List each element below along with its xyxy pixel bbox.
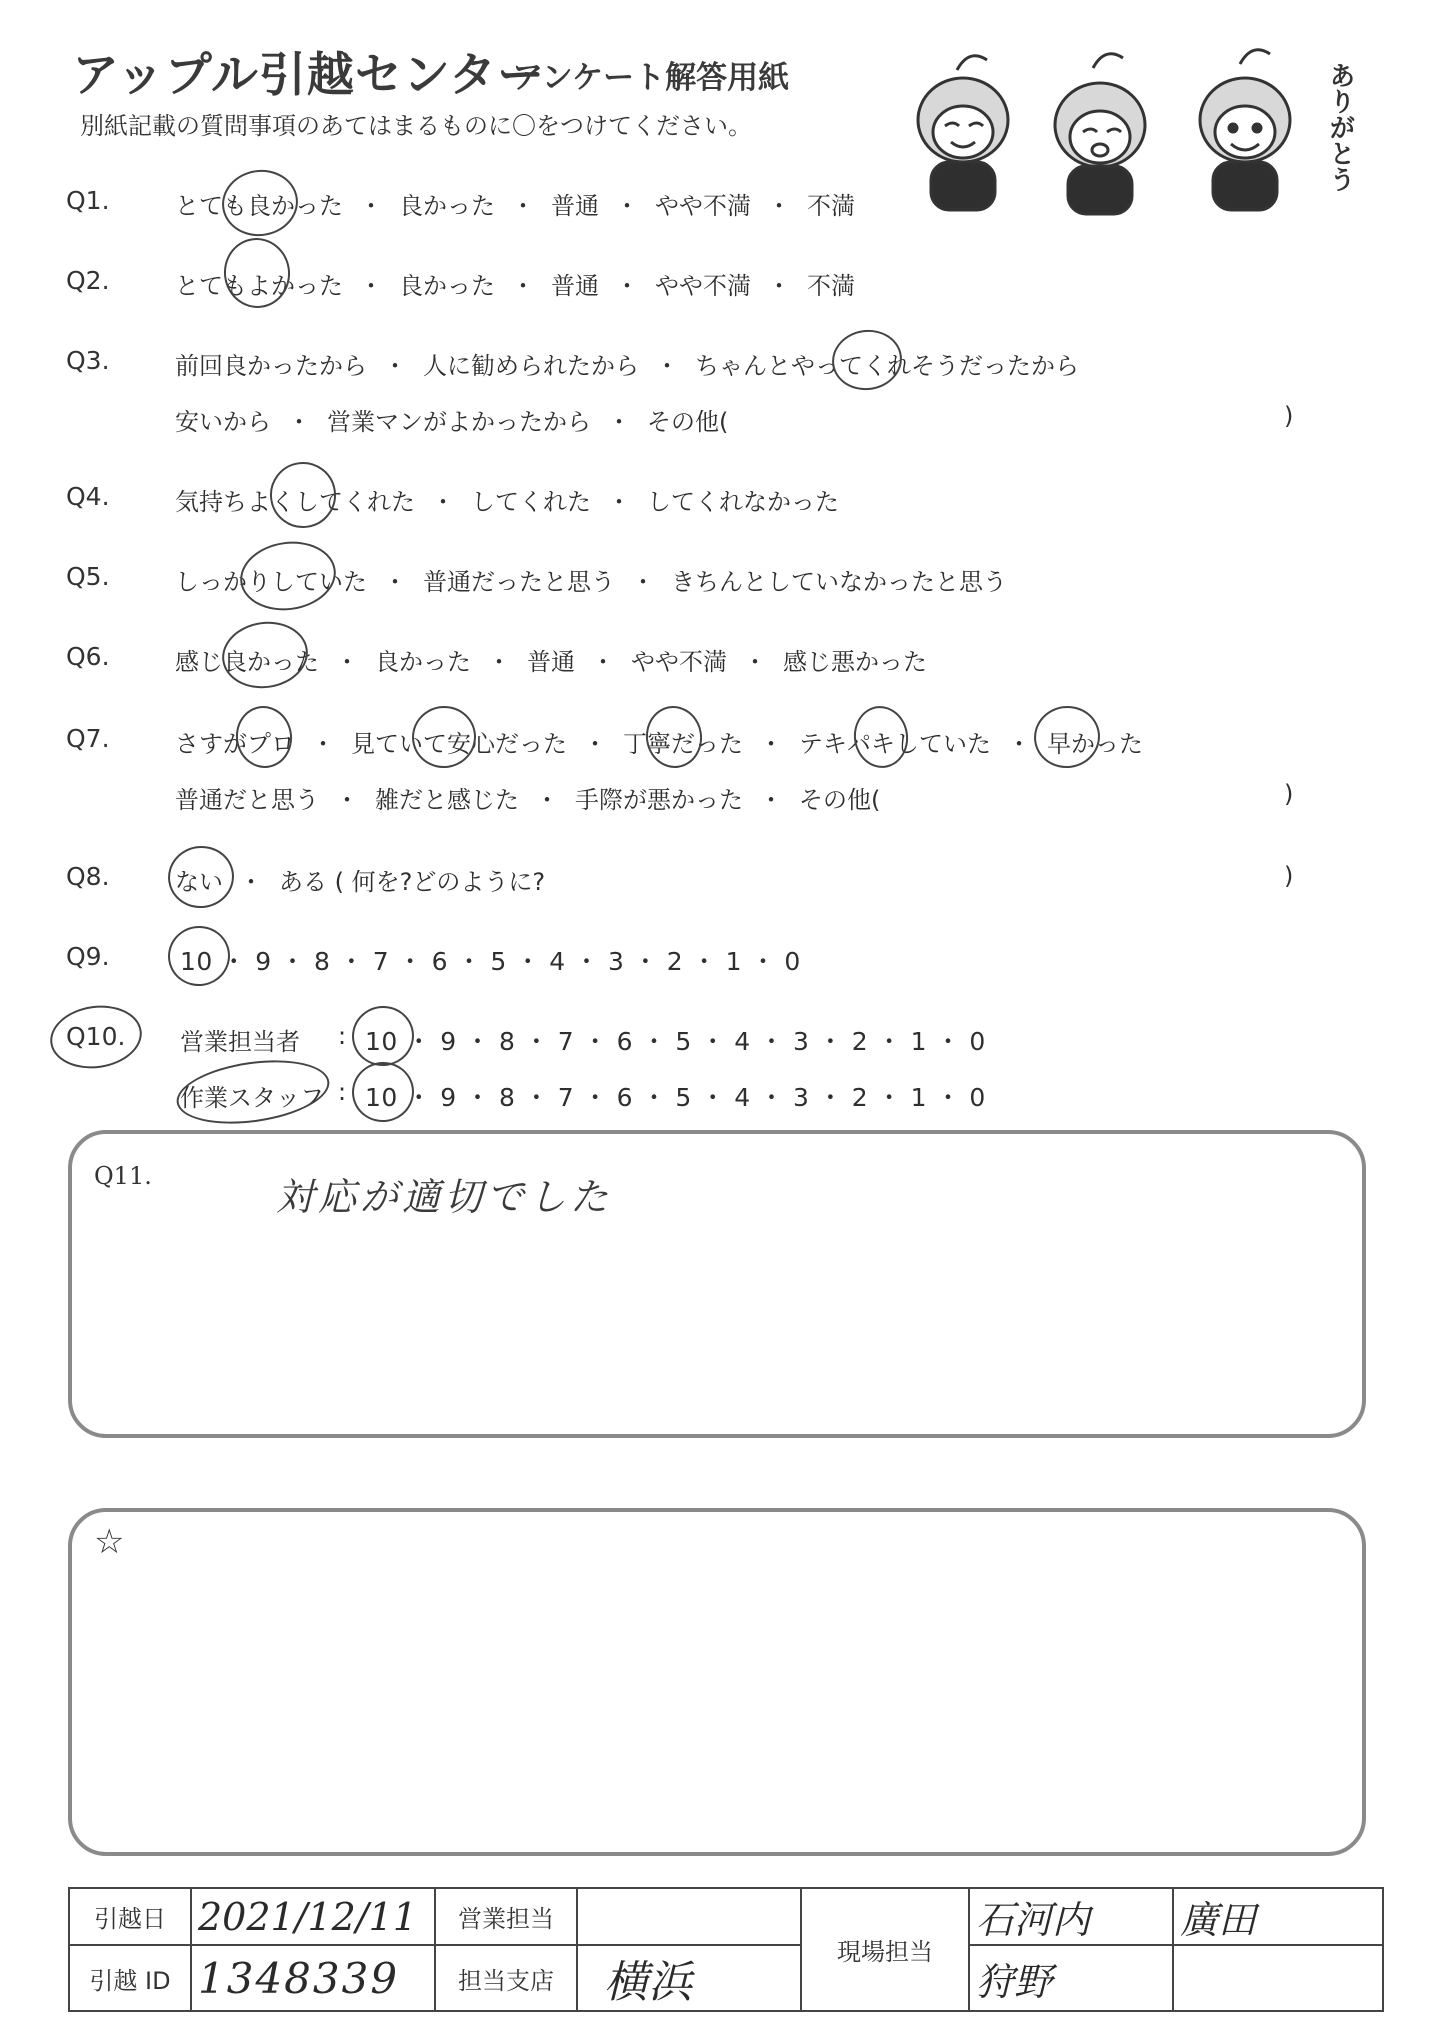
q4-option[interactable]: してくれなかった <box>647 488 839 516</box>
q5-option[interactable]: しっかりしていた <box>175 568 367 596</box>
q7-answer-circle <box>408 702 480 772</box>
q6-option[interactable]: 感じ良かった <box>175 648 319 676</box>
q4-number: Q4. <box>66 482 110 511</box>
q7-option[interactable]: 早かった <box>1047 730 1143 758</box>
q4-option[interactable]: 気持ちよくしてくれた <box>175 488 415 516</box>
q2-option[interactable]: 普通 <box>551 272 599 300</box>
q11-comment-box[interactable] <box>68 1130 1366 1438</box>
instruction-text: 別紙記載の質問事項のあてはまるものに〇をつけてください。 <box>80 112 752 140</box>
q8-option[interactable]: ない <box>175 868 223 896</box>
q3-number: Q3. <box>66 346 110 375</box>
field-staff-3 <box>969 1945 1173 2011</box>
q3-answer-circle <box>828 325 906 394</box>
q5-options: しっかりしていた ・ 普通だったと思う ・ きちんとしていなかったと思う <box>175 568 1007 596</box>
q1-option[interactable]: とても良かった <box>175 192 343 220</box>
q7-option[interactable]: 丁寧だった <box>623 730 743 758</box>
q3-option[interactable]: 前回良かったから <box>175 352 367 380</box>
q3-option[interactable]: ちゃんとやってくれそうだったから <box>695 352 1079 380</box>
field-staff-4 <box>1173 1945 1383 2011</box>
q10-sales-colon: : <box>338 1022 347 1050</box>
q6-answer-circle <box>218 616 312 693</box>
q2-number: Q2. <box>66 266 110 295</box>
q7-options-line1: さすがプロ ・ 見ていて安心だった ・ 丁寧だった ・ テキパキしていた ・ 早かった <box>175 730 1143 758</box>
q2-option[interactable]: やや不満 <box>655 272 751 300</box>
star-icon: ☆ <box>94 1522 125 1562</box>
q8-answer-circle <box>164 842 238 913</box>
q10-sales-label: 営業担当者 <box>180 1028 300 1056</box>
q9-answer-circle <box>164 922 234 990</box>
q7-answer-circle <box>1030 702 1104 773</box>
move-date-value <box>191 1888 435 1945</box>
q9-scale[interactable]: 10 ・ 9 ・ 8 ・ 7 ・ 6 ・ 5 ・ 4 ・ 3 ・ 2 ・ 1 ・ 0 <box>180 947 801 976</box>
q7-close-paren: ) <box>1284 780 1294 808</box>
q3-option[interactable]: 営業マンがよかったから <box>327 408 591 436</box>
q7-option[interactable]: 雑だと感じた <box>375 786 519 814</box>
q4-options: 気持ちよくしてくれた ・ してくれた ・ してくれなかった <box>175 488 839 516</box>
q10-staff-label: 作業スタッフ <box>180 1084 324 1112</box>
q2-option[interactable]: 不満 <box>807 272 855 300</box>
q8-number: Q8. <box>66 862 110 891</box>
q1-answer-circle <box>218 165 302 241</box>
star-comment-box[interactable] <box>68 1508 1366 1856</box>
sales-value <box>577 1888 801 1945</box>
field-staff-1-text: 石河内 <box>976 1898 1091 1942</box>
q10-staff-colon: : <box>338 1078 347 1106</box>
q1-option[interactable]: 良かった <box>399 192 495 220</box>
q8-option[interactable]: ある ( 何を?どのように? <box>279 868 546 896</box>
move-id-text: 1348339 <box>198 1953 400 2003</box>
q3-option[interactable]: 安いから <box>175 408 271 436</box>
q6-number: Q6. <box>66 642 110 671</box>
q2-option[interactable]: 良かった <box>399 272 495 300</box>
q1-options: とても良かった ・ 良かった ・ 普通 ・ やや不満 ・ 不満 <box>175 192 855 220</box>
q8-options: ない ・ ある ( 何を?どのように? <box>175 868 546 896</box>
q10-number-circle <box>46 1000 146 1074</box>
q9-number: Q9. <box>66 942 110 971</box>
footer-table <box>68 1887 1384 2012</box>
q7-option[interactable]: テキパキしていた <box>799 730 991 758</box>
q3-close-paren: ) <box>1284 402 1294 430</box>
q10-staff-label-circle <box>173 1052 334 1133</box>
q7-option[interactable]: その他( <box>799 786 881 814</box>
q4-option[interactable]: してくれた <box>471 488 591 516</box>
q10-staff-scale[interactable]: 10 ・ 9 ・ 8 ・ 7 ・ 6 ・ 5 ・ 4 ・ 3 ・ 2 ・ 1 ・ 0 <box>365 1083 986 1112</box>
move-id-value <box>191 1945 435 2011</box>
q6-options: 感じ良かった ・ 良かった ・ 普通 ・ やや不満 ・ 感じ悪かった <box>175 648 927 676</box>
q10-staff-answer-circle <box>348 1058 418 1126</box>
q5-option[interactable]: きちんとしていなかったと思う <box>671 568 1007 596</box>
q11-answer-text: 対応が適切でした <box>276 1175 613 1219</box>
q11-label: Q11. <box>94 1162 152 1190</box>
q7-options-line2: 普通だと思う ・ 雑だと感じた ・ 手際が悪かった ・ その他( <box>175 786 881 814</box>
q6-option[interactable]: 良かった <box>375 648 471 676</box>
q7-option[interactable]: 見ていて安心だった <box>351 730 567 758</box>
q5-answer-circle <box>236 536 341 617</box>
field-staff-1 <box>969 1888 1173 1945</box>
q7-answer-circle <box>232 702 296 771</box>
q5-option[interactable]: 普通だったと思う <box>423 568 615 596</box>
mascot-illustration <box>895 40 1365 225</box>
q2-options: とてもよかった ・ 良かった ・ 普通 ・ やや不満 ・ 不満 <box>175 272 855 300</box>
q5-number: Q5. <box>66 562 110 591</box>
q6-option[interactable]: 感じ悪かった <box>783 648 927 676</box>
q3-option[interactable]: その他( <box>647 408 729 436</box>
field-staff-label: 現場担当 <box>801 1888 969 2011</box>
branch-value <box>577 1945 801 2011</box>
move-id-label: 引越 ID <box>69 1945 191 2011</box>
q7-number: Q7. <box>66 724 110 753</box>
q7-answer-circle <box>642 702 706 771</box>
q7-answer-circle <box>850 703 912 772</box>
q8-close-paren: ) <box>1284 862 1294 890</box>
q3-option[interactable]: 人に勧められたから <box>423 352 639 380</box>
q6-option[interactable]: やや不満 <box>631 648 727 676</box>
thanks-text: ありがとう <box>1325 62 1355 192</box>
move-date-text: 2021/12/11 <box>198 1894 418 1939</box>
q1-option[interactable]: 普通 <box>551 192 599 220</box>
q3-options-line1: 前回良かったから ・ 人に勧められたから ・ ちゃんとやってくれそうだったから <box>175 352 1079 380</box>
form-title: アンケート解答用紙 <box>512 60 790 96</box>
q1-option[interactable]: やや不満 <box>655 192 751 220</box>
q7-option[interactable]: さすがプロ <box>175 730 295 758</box>
q1-option[interactable]: 不満 <box>807 192 855 220</box>
field-staff-3-text: 狩野 <box>976 1959 1053 2004</box>
move-date-label: 引越日 <box>69 1888 191 1945</box>
q10-sales-scale[interactable]: 10 ・ 9 ・ 8 ・ 7 ・ 6 ・ 5 ・ 4 ・ 3 ・ 2 ・ 1 ・ 0 <box>365 1027 986 1056</box>
branch-text: 横浜 <box>604 1957 692 2008</box>
q7-option[interactable]: 普通だと思う <box>175 786 319 814</box>
q2-option[interactable]: とてもよかった <box>175 272 343 300</box>
branch-label: 担当支店 <box>435 1945 577 2011</box>
q6-option[interactable]: 普通 <box>527 648 575 676</box>
q4-answer-circle <box>266 458 341 533</box>
sales-label: 営業担当 <box>435 1888 577 1945</box>
q10-sales-answer-circle <box>348 1002 418 1070</box>
q7-option[interactable]: 手際が悪かった <box>575 786 743 814</box>
field-staff-2 <box>1173 1888 1383 1945</box>
field-staff-2-text: 廣田 <box>1180 1898 1257 1942</box>
q1-number: Q1. <box>66 186 110 215</box>
q10-number: Q10. <box>66 1022 126 1051</box>
company-name: アップル引越センター <box>72 48 545 103</box>
q3-options-line2: 安いから ・ 営業マンがよかったから ・ その他( <box>175 408 729 436</box>
